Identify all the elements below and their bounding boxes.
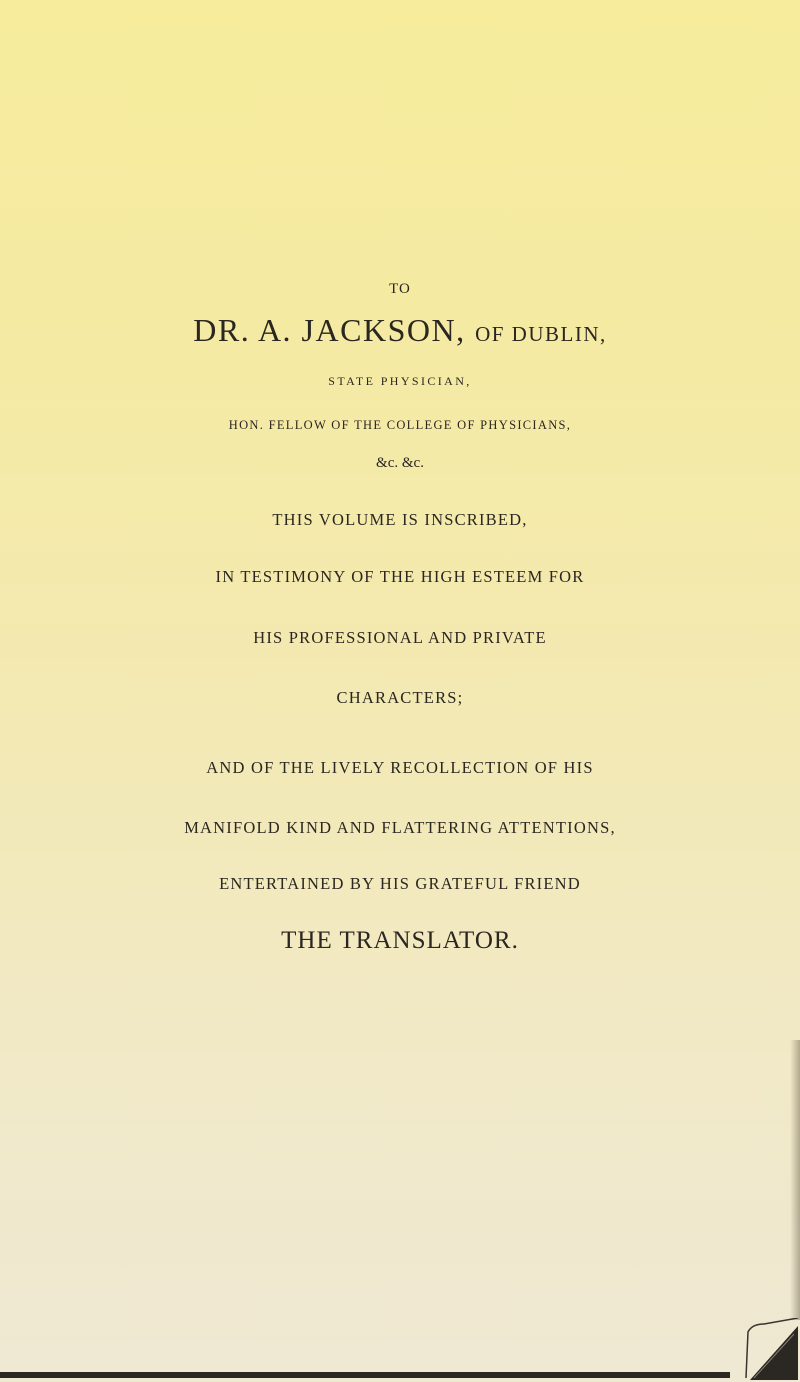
dedication-line-7: ENTERTAINED BY HIS GRATEFUL FRIEND: [219, 874, 581, 893]
page-corner-curl: [742, 1318, 800, 1382]
dedication-line-4: CHARACTERS;: [336, 688, 464, 707]
translator-signature: THE TRANSLATOR.: [281, 927, 519, 954]
dedication-to: TO: [389, 281, 411, 297]
dedication-line-6: MANIFOLD KIND AND FLATTERING ATTENTIONS,: [184, 818, 616, 837]
dedicatee-title-1: STATE PHYSICIAN,: [328, 374, 472, 388]
dedicatee-main: DR. A. JACKSON,: [193, 312, 466, 348]
dedication-line-3: HIS PROFESSIONAL AND PRIVATE: [253, 628, 547, 647]
dedication-line-5: AND OF THE LIVELY RECOLLECTION OF HIS: [206, 758, 594, 777]
dedicatee-title-2: HON. FELLOW OF THE COLLEGE OF PHYSICIANS,: [228, 418, 572, 432]
page-edge-shadow: [790, 1040, 800, 1320]
dedicatee-name: [0, 312, 800, 349]
etc-line: &c. &c.: [376, 455, 424, 471]
dedication-line-2: IN TESTIMONY OF THE HIGH ESTEEM FOR: [215, 567, 585, 586]
dedicatee-place: OF DUBLIN,: [475, 322, 607, 346]
bottom-scan-edge: [0, 1372, 730, 1378]
dedication-line-1: THIS VOLUME IS INSCRIBED,: [272, 510, 528, 529]
